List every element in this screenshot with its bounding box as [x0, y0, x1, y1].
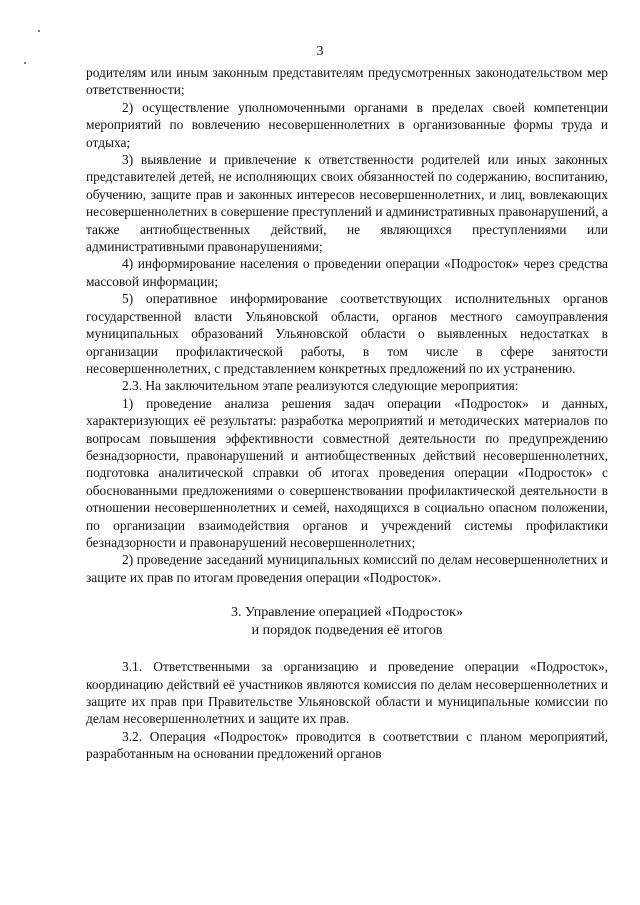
- section-heading: [86, 604, 608, 640]
- section-heading-line-2: и порядок подведения её итогов: [251, 623, 443, 639]
- paragraph: 3.2. Операция «Подросток» проводится в соответствии с планом мероприятий, разработанным на основании предложений органов: [86, 728, 608, 762]
- scan-speck: [38, 30, 40, 32]
- paragraph: 4) информирование населения о проведении операции «Подросток» через средства массовой информации;: [86, 256, 608, 289]
- paragraph: 2.3. На заключительном этапе реализуются следующие мероприятия:: [122, 378, 519, 394]
- document-body: [86, 64, 608, 763]
- paragraph: 3) выявление и привлечение к ответственности родителей или иных законных представителей детей, не исполняющих своих обязанностей по содержанию, воспитанию, обучению, защите прав и законных интересов несовершеннолетних, и лиц, вовлекающих несовершеннолетних в совершение преступлений и административных правонарушений, а также антиобщественных действий, не являющихся преступлениями или административными правонарушениями;: [86, 152, 608, 255]
- paragraph: 2) проведение заседаний муниципальных комиссий по делам несовершеннолетних и защите их прав по итогам проведения операции «Подросток».: [86, 552, 608, 585]
- paragraph: родителям или иным законным представителям предусмотренных законодательством мер ответственности;: [86, 65, 608, 98]
- paragraph: 3.1. Ответственными за организацию и проведение операции «Подросток», координацию действий её участников являются комиссия по делам несовершеннолетних и защите их прав при Правительстве Ульяновской области и муниципальные комиссии по делам несовершеннолетних и защите их прав.: [86, 659, 608, 727]
- paragraph: 1) проведение анализа решения задач операции «Подросток» и данных, характеризующих её результаты: разработка мероприятий и методических материалов по вопросам повышения эффективности совместной деятельности по предупреждению безнадзорности, правонарушений и антиобщественных действий несовершеннолетних, подготовка аналитической справки об итогах проведения операции «Подросток» с обоснованными предложениями о совершенствовании профилактической деятельности в отношении несовершеннолетних и семей, находящихся в социально опасном положении, по организации взаимодействия органов и учреждений системы профилактики безнадзорности и правонарушений несовершеннолетних;: [86, 395, 608, 550]
- paragraph: 5) оперативное информирование соответствующих исполнительных органов государственной власти Ульяновской области, органов местного самоуправления муниципальных образований Ульяновской области о выявленных недостатках в организации профилактической работы, в том числе в сфере занятости несовершеннолетних, с представлением конкретных предложений по их устранению.: [86, 291, 608, 376]
- section-heading-line-1: 3. Управление операцией «Подросток»: [231, 605, 463, 621]
- scan-speck: [24, 62, 26, 64]
- page-number: 3: [316, 44, 324, 59]
- paragraph: 2) осуществление уполномоченными органами в пределах своей компетенции мероприятий по вовлечению несовершеннолетних в организованные формы труда и отдыха;: [86, 99, 608, 150]
